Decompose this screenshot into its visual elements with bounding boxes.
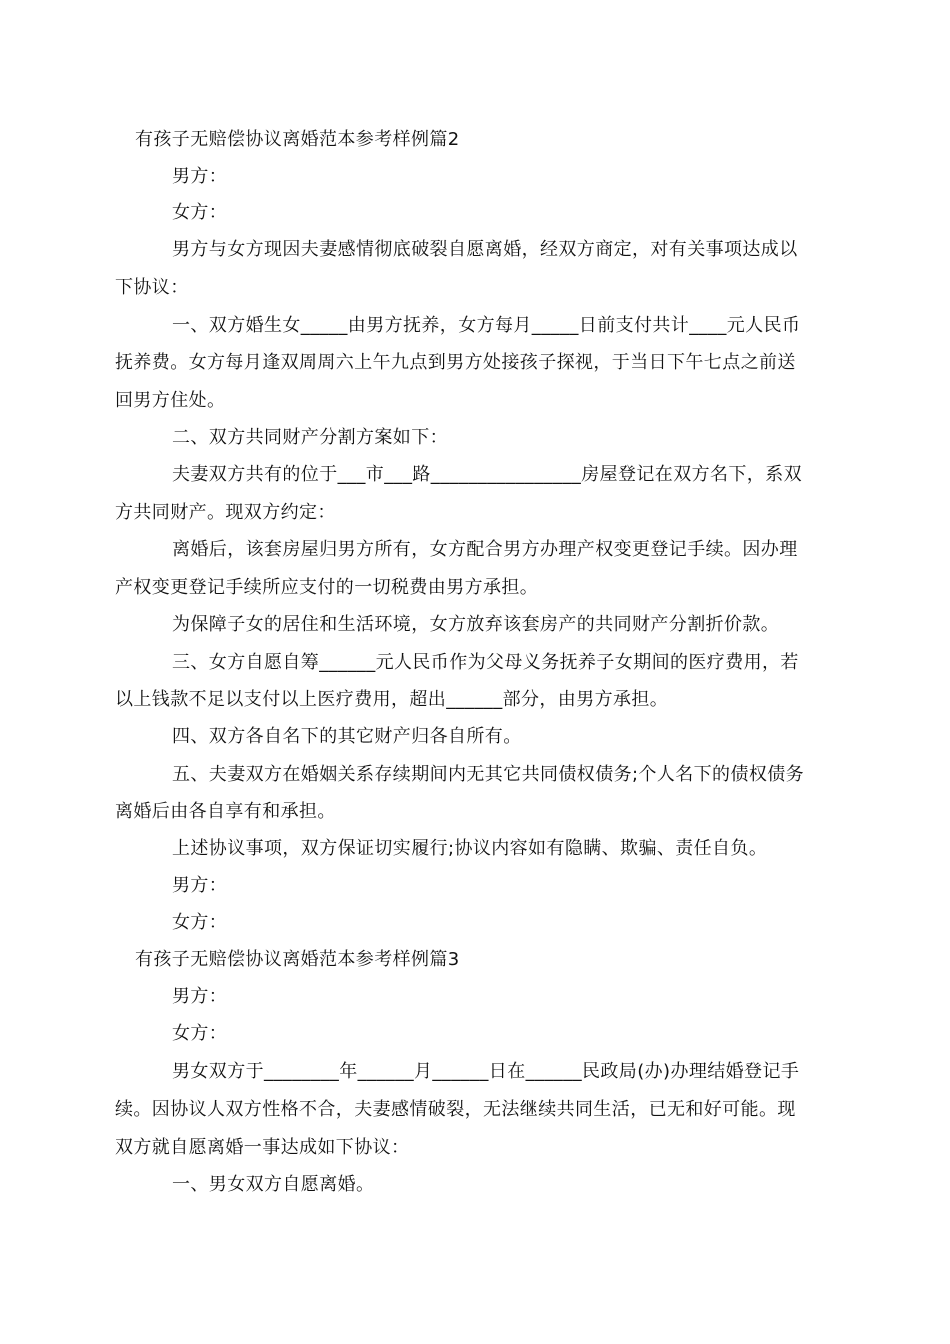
paragraph-line: 续。因协议人双方性格不合，夫妻感情破裂，无法继续共同生活，已无和好可能。现 <box>115 1099 796 1120</box>
party-female-label: 女方： <box>172 202 228 223</box>
clause-line: 抚养费。女方每月逢双周周六上午九点到男方处接孩子探视，于当日下午七点之前送 <box>115 352 796 373</box>
clause-line: 一、双方婚生女_____由男方抚养，女方每月_____日前支付共计____元人民币 <box>172 315 801 336</box>
section-heading: 有孩子无赔偿协议离婚范本参考样例篇2 <box>135 129 460 150</box>
clause-line: 以上钱款不足以支付以上医疗费用，超出______部分，由男方承担。 <box>115 689 669 710</box>
paragraph-line: 上述协议事项，双方保证切实履行;协议内容如有隐瞒、欺骗、责任自负。 <box>172 838 768 859</box>
paragraph-line: 夫妻双方共有的位于___市___路________________房屋登记在双方名下，系双 <box>172 464 802 485</box>
party-male-label: 男方： <box>172 986 228 1007</box>
paragraph-line: 产权变更登记手续所应支付的一切税费由男方承担。 <box>115 577 539 598</box>
clause-line: 回男方住处。 <box>115 390 226 411</box>
paragraph-line: 离婚后，该套房屋归男方所有，女方配合男方办理产权变更登记手续。因办理 <box>172 539 798 560</box>
clause-line: 二、双方共同财产分割方案如下： <box>172 427 448 448</box>
clause-line: 五、夫妻双方在婚姻关系存续期间内无其它共同债权债务;个人名下的债权债务 <box>172 764 805 785</box>
clause-line: 离婚后由各自享有和承担。 <box>115 801 336 822</box>
clause-line: 一、男女双方自愿离婚。 <box>172 1174 375 1195</box>
paragraph-line: 为保障子女的居住和生活环境，女方放弃该套房产的共同财产分割折价款。 <box>172 614 780 635</box>
paragraph-line: 下协议： <box>115 277 189 298</box>
section-heading: 有孩子无赔偿协议离婚范本参考样例篇3 <box>135 949 460 970</box>
paragraph-line: 方共同财产。现双方约定： <box>115 502 336 523</box>
clause-line: 三、女方自愿自筹______元人民币作为父母义务抚养子女期间的医疗费用，若 <box>172 652 799 673</box>
party-female-label: 女方： <box>172 1023 228 1044</box>
paragraph-line: 双方就自愿离婚一事达成如下协议： <box>115 1137 410 1158</box>
paragraph-line: 男方与女方现因夫妻感情彻底破裂自愿离婚，经双方商定，对有关事项达成以 <box>172 239 798 260</box>
party-male-label: 男方： <box>172 875 228 896</box>
paragraph-line: 男女双方于________年______月______日在______民政局(办)办理结婚登记手 <box>172 1061 800 1082</box>
party-female-label: 女方： <box>172 912 228 933</box>
clause-line: 四、双方各自名下的其它财产归各自所有。 <box>172 726 522 747</box>
party-male-label: 男方： <box>172 166 228 187</box>
